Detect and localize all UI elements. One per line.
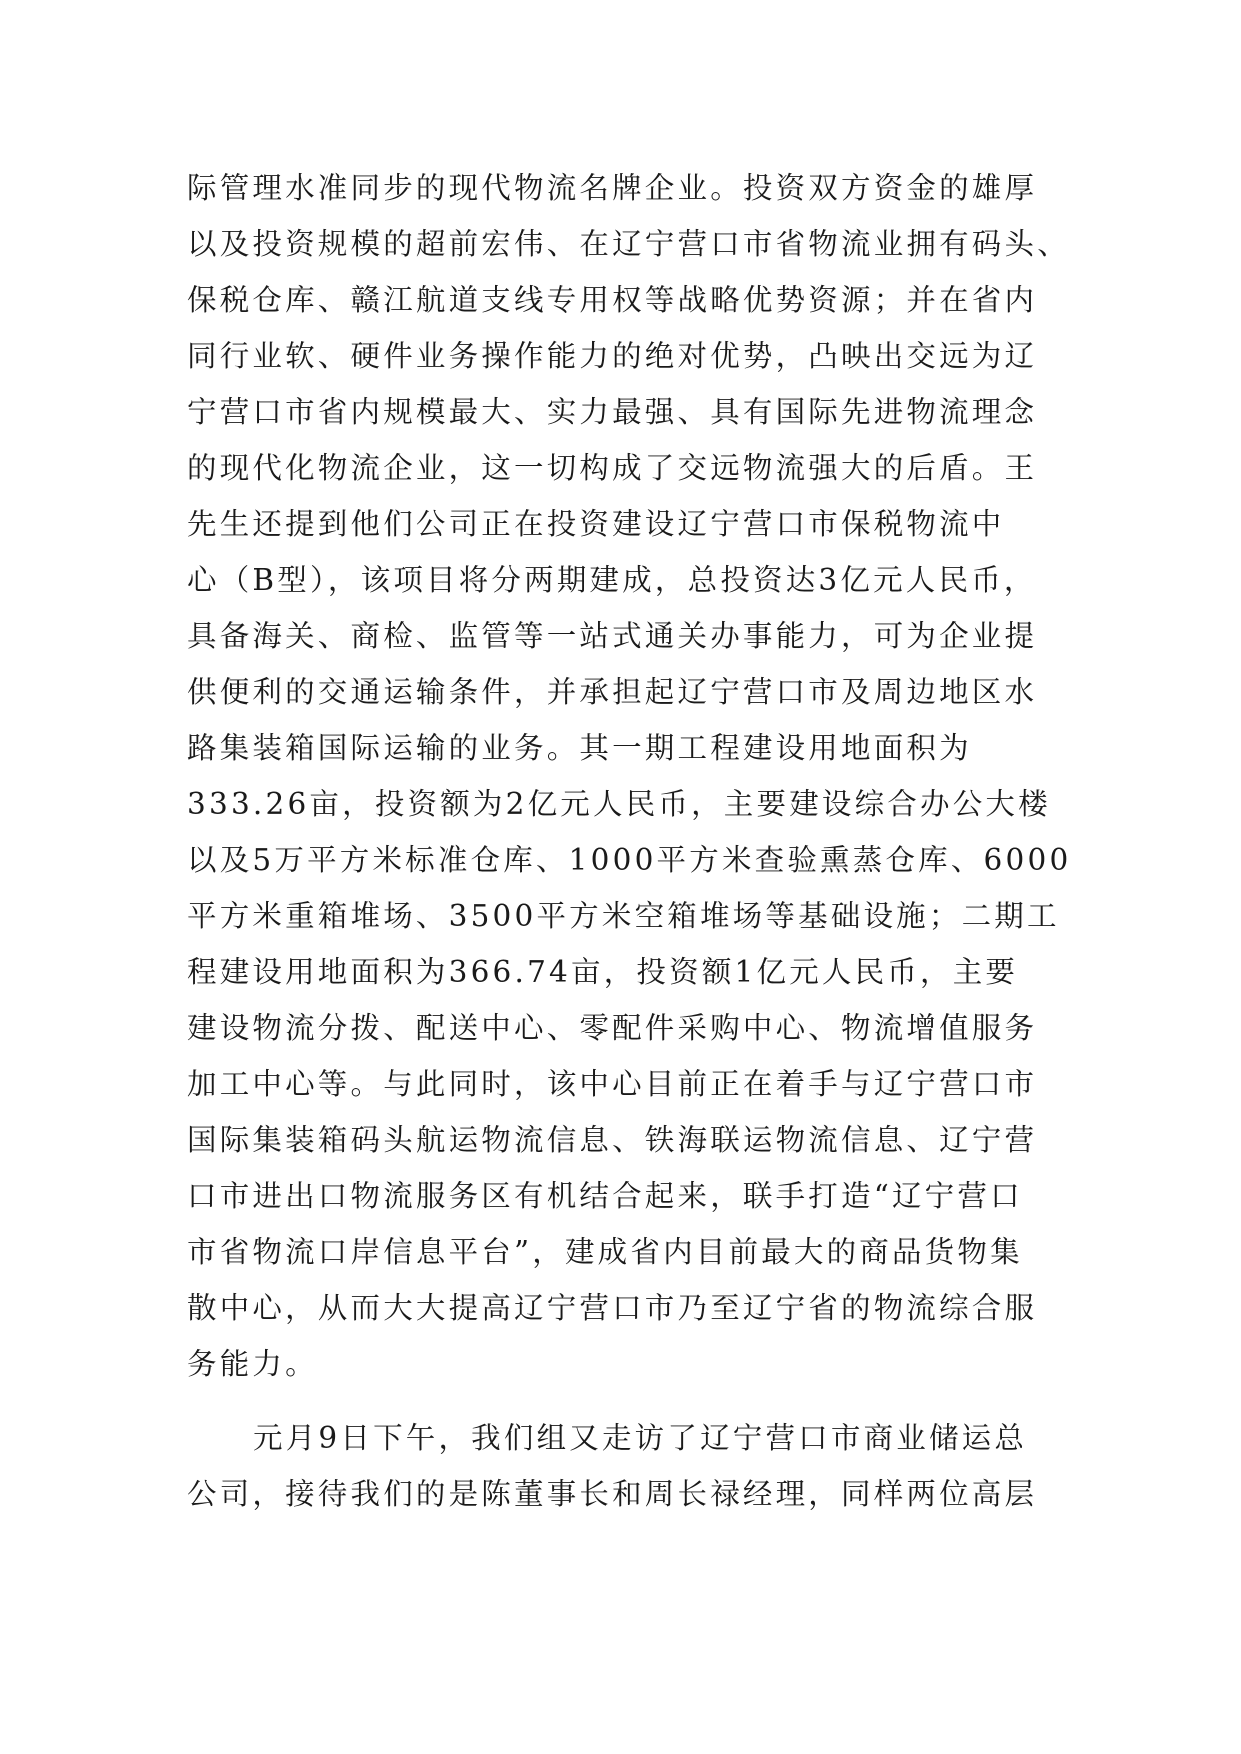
text-line: 以及投资规模的超前宏伟、在辽宁营口市省物流业拥有码头、 xyxy=(187,227,1070,261)
text-line: 333.26亩，投资额为2亿元人民币，主要建设综合办公大楼 xyxy=(187,787,1051,821)
text-line: 际管理水准同步的现代物流名牌企业。投资双方资金的雄厚 xyxy=(187,171,1038,205)
text-line: 平方米重箱堆场、3500平方米空箱堆场等基础设施；二期工 xyxy=(187,899,1060,933)
text-line: 具备海关、商检、监管等一站式通关办事能力，可为企业提 xyxy=(187,619,1038,653)
body-text xyxy=(187,160,1087,1522)
text-line: 加工中心等。与此同时，该中心目前正在着手与辽宁营口市 xyxy=(187,1067,1038,1101)
paragraph-1 xyxy=(187,160,1087,1392)
text-line: 宁营口市省内规模最大、实力最强、具有国际先进物流理念 xyxy=(187,395,1038,429)
text-line: 保税仓库、赣江航道支线专用权等战略优势资源；并在省内 xyxy=(187,283,1038,317)
text-line: 供便利的交通运输条件，并承担起辽宁营口市及周边地区水 xyxy=(187,675,1038,709)
paragraph-2 xyxy=(187,1410,1087,1522)
text-line: 的现代化物流企业，这一切构成了交远物流强大的后盾。王 xyxy=(187,451,1038,485)
text-line: 散中心，从而大大提高辽宁营口市乃至辽宁省的物流综合服 xyxy=(187,1291,1038,1325)
text-line: 同行业软、硬件业务操作能力的绝对优势，凸映出交远为辽 xyxy=(187,339,1038,373)
text-line: 市省物流口岸信息平台”，建成省内目前最大的商品货物集 xyxy=(187,1235,1023,1269)
text-line: 心（B型），该项目将分两期建成，总投资达3亿元人民币， xyxy=(187,563,1037,597)
text-line: 以及5万平方米标准仓库、1000平方米查验熏蒸仓库、6000 xyxy=(187,843,1072,877)
text-line: 先生还提到他们公司正在投资建设辽宁营口市保税物流中 xyxy=(187,507,1005,541)
text-line: 口市进出口物流服务区有机结合起来，联手打造“辽宁营口 xyxy=(187,1179,1023,1213)
text-line: 元月9日下午，我们组又走访了辽宁营口市商业储运总 xyxy=(253,1421,1028,1455)
text-line: 公司，接待我们的是陈董事长和周长禄经理，同样两位高层 xyxy=(187,1477,1038,1511)
text-line: 建设物流分拨、配送中心、零配件采购中心、物流增值服务 xyxy=(187,1011,1038,1045)
text-line: 国际集装箱码头航运物流信息、铁海联运物流信息、辽宁营 xyxy=(187,1123,1038,1157)
text-line: 程建设用地面积为366.74亩，投资额1亿元人民币，主要 xyxy=(187,955,1019,989)
text-line: 务能力。 xyxy=(187,1347,318,1381)
text-line: 路集装箱国际运输的业务。其一期工程建设用地面积为 xyxy=(187,731,972,765)
